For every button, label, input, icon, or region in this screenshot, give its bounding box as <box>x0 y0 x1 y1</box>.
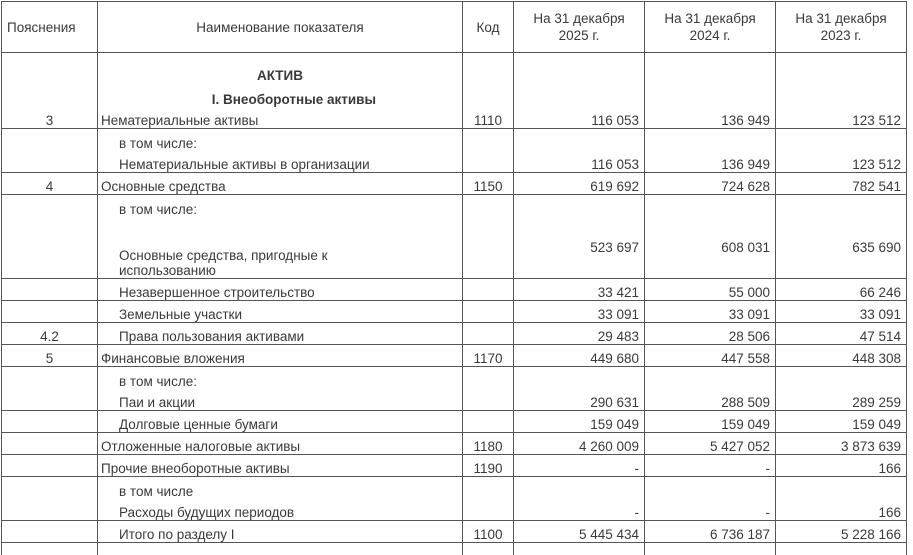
row-name: Прочие внеоборотные активы <box>101 461 290 476</box>
value-2023: 66 246 <box>776 279 907 301</box>
row-name-cell <box>98 301 463 323</box>
row-code <box>463 129 514 151</box>
table-row <box>2 367 907 389</box>
row-code: 1100 <box>463 521 514 543</box>
table-row <box>2 279 907 301</box>
value-2025 <box>514 477 645 499</box>
value-2025: 290 631 <box>514 389 645 411</box>
value-2023: 166 <box>776 499 907 521</box>
balance-sheet-table <box>1 1 907 555</box>
row-code <box>463 323 514 345</box>
table-row <box>2 389 907 411</box>
table-row <box>2 151 907 173</box>
row-code <box>463 389 514 411</box>
row-note <box>2 301 98 323</box>
value-2023: 166 <box>776 455 907 477</box>
value-2023: 47 514 <box>776 323 907 345</box>
value-2025: 523 697 <box>514 217 645 279</box>
row-note <box>2 455 98 477</box>
section-title: АКТИВ <box>98 53 463 83</box>
table-row <box>2 301 907 323</box>
section-row <box>2 53 907 83</box>
row-name-cell <box>98 433 463 455</box>
row-note <box>2 129 98 151</box>
value-2025 <box>514 367 645 389</box>
row-name: Незавершенное строительство <box>119 285 315 300</box>
value-2025: 33 091 <box>514 301 645 323</box>
value-2025: 4 260 009 <box>514 433 645 455</box>
row-name-cell <box>98 107 463 129</box>
value-2024 <box>645 477 776 499</box>
row-name: в том числе: <box>119 373 197 389</box>
value-2025: - <box>514 499 645 521</box>
row-note: 4.2 <box>2 323 98 345</box>
row-note <box>2 389 98 411</box>
header-notes: Пояснения <box>2 2 98 53</box>
table-row <box>2 411 907 433</box>
row-code <box>463 367 514 389</box>
value-2025: 29 483 <box>514 323 645 345</box>
row-note <box>2 411 98 433</box>
row-name-cell <box>98 367 463 389</box>
table-row <box>2 107 907 129</box>
header-code: Код <box>463 2 514 53</box>
value-2024: 136 949 <box>645 107 776 129</box>
value-2024 <box>645 129 776 151</box>
table-row <box>2 345 907 367</box>
row-code <box>463 217 514 279</box>
value-2023 <box>776 129 907 151</box>
row-note: 3 <box>2 107 98 129</box>
value-2023: 5 228 166 <box>776 521 907 543</box>
row-name-cont: использованию <box>119 263 216 278</box>
value-2024: 33 091 <box>645 301 776 323</box>
value-2025: 449 680 <box>514 345 645 367</box>
table-row <box>2 433 907 455</box>
value-2023: 448 308 <box>776 345 907 367</box>
table-row <box>2 217 907 279</box>
header-2023 <box>776 2 907 53</box>
row-name-cell <box>98 499 463 521</box>
row-note <box>2 521 98 543</box>
empty-row <box>2 543 907 555</box>
value-2024: 159 049 <box>645 411 776 433</box>
value-2025: - <box>514 455 645 477</box>
row-note: 5 <box>2 345 98 367</box>
row-name: Нематериальные активы в организации <box>119 157 370 172</box>
value-2025 <box>514 129 645 151</box>
row-name-cell <box>98 195 463 217</box>
subsection-title: I. Внеоборотные активы <box>98 83 463 107</box>
row-name-cell <box>98 389 463 411</box>
table-row <box>2 195 907 217</box>
row-note <box>2 279 98 301</box>
value-2025: 116 053 <box>514 151 645 173</box>
row-code: 1150 <box>463 173 514 195</box>
value-2024 <box>645 195 776 217</box>
row-code <box>463 151 514 173</box>
row-code: 1180 <box>463 433 514 455</box>
value-2023: 782 541 <box>776 173 907 195</box>
row-note <box>2 477 98 499</box>
row-code <box>463 301 514 323</box>
row-name-cell <box>98 411 463 433</box>
value-2024: 55 000 <box>645 279 776 301</box>
value-2025 <box>514 195 645 217</box>
value-2023: 3 873 639 <box>776 433 907 455</box>
value-2024: 28 506 <box>645 323 776 345</box>
value-2023: 123 512 <box>776 151 907 173</box>
row-name: Итого по разделу I <box>119 527 235 542</box>
table-row <box>2 173 907 195</box>
row-name: в том числе: <box>119 201 197 217</box>
header-2025 <box>514 2 645 53</box>
row-code <box>463 499 514 521</box>
value-2024: 724 628 <box>645 173 776 195</box>
row-name: Долговые ценные бумаги <box>119 417 278 432</box>
row-name: Права пользования активами <box>119 329 305 344</box>
value-2024: 447 558 <box>645 345 776 367</box>
row-name-cell <box>98 217 463 279</box>
value-2024: 6 736 187 <box>645 521 776 543</box>
row-note <box>2 151 98 173</box>
row-note <box>2 195 98 217</box>
header-2023-line1: На 31 декабря <box>795 11 887 26</box>
value-2025: 159 049 <box>514 411 645 433</box>
value-2023: 33 091 <box>776 301 907 323</box>
subsection-row <box>2 83 907 107</box>
row-code <box>463 195 514 217</box>
value-2023: 159 049 <box>776 411 907 433</box>
table-header <box>2 2 907 53</box>
value-2024: - <box>645 499 776 521</box>
value-2025: 5 445 434 <box>514 521 645 543</box>
row-code <box>463 477 514 499</box>
row-name: в том числе <box>119 483 194 499</box>
row-name-cell <box>98 323 463 345</box>
row-name: Нематериальные активы <box>101 113 259 128</box>
table-row <box>2 323 907 345</box>
row-name: Основные средства, пригодные к <box>119 248 328 263</box>
row-name: Основные средства <box>101 179 226 194</box>
value-2024: 136 949 <box>645 151 776 173</box>
row-code <box>463 411 514 433</box>
row-name-cell <box>98 455 463 477</box>
header-2025-line2: 2025 г. <box>558 28 600 43</box>
row-note <box>2 367 98 389</box>
row-name: Паи и акции <box>119 395 196 410</box>
row-code: 1110 <box>463 107 514 129</box>
value-2024 <box>645 367 776 389</box>
row-name-cell <box>98 173 463 195</box>
table-row <box>2 129 907 151</box>
row-name-cell <box>98 279 463 301</box>
row-code: 1190 <box>463 455 514 477</box>
row-note: 4 <box>2 173 98 195</box>
row-note <box>2 217 98 279</box>
table-row <box>2 499 907 521</box>
row-name: Отложенные налоговые активы <box>101 439 301 454</box>
table-row <box>2 521 907 543</box>
row-name: Финансовые вложения <box>101 351 245 366</box>
value-2025: 33 421 <box>514 279 645 301</box>
row-code <box>463 279 514 301</box>
row-note <box>2 433 98 455</box>
value-2023 <box>776 477 907 499</box>
value-2024: 288 509 <box>645 389 776 411</box>
value-2024: 608 031 <box>645 217 776 279</box>
value-2025: 619 692 <box>514 173 645 195</box>
row-note <box>2 499 98 521</box>
row-name: в том числе: <box>119 135 197 151</box>
row-name: Расходы будущих периодов <box>119 505 295 520</box>
header-2024-line2: 2024 г. <box>689 28 731 43</box>
value-2023: 123 512 <box>776 107 907 129</box>
header-2025-line1: На 31 декабря <box>533 11 625 26</box>
value-2025: 116 053 <box>514 107 645 129</box>
header-2024-line1: На 31 декабря <box>664 11 756 26</box>
table-row <box>2 477 907 499</box>
row-name-cell <box>98 345 463 367</box>
value-2023 <box>776 195 907 217</box>
row-name-cell <box>98 477 463 499</box>
table-row <box>2 455 907 477</box>
value-2023: 635 690 <box>776 217 907 279</box>
header-2024 <box>645 2 776 53</box>
row-code: 1170 <box>463 345 514 367</box>
value-2024: 5 427 052 <box>645 433 776 455</box>
header-2023-line2: 2023 г. <box>820 28 862 43</box>
header-name: Наименование показателя <box>98 2 463 53</box>
value-2023 <box>776 367 907 389</box>
row-name-cell <box>98 129 463 151</box>
row-name-cell <box>98 521 463 543</box>
row-name: Земельные участки <box>119 307 243 322</box>
value-2024: - <box>645 455 776 477</box>
row-name-cell <box>98 151 463 173</box>
value-2023: 289 259 <box>776 389 907 411</box>
